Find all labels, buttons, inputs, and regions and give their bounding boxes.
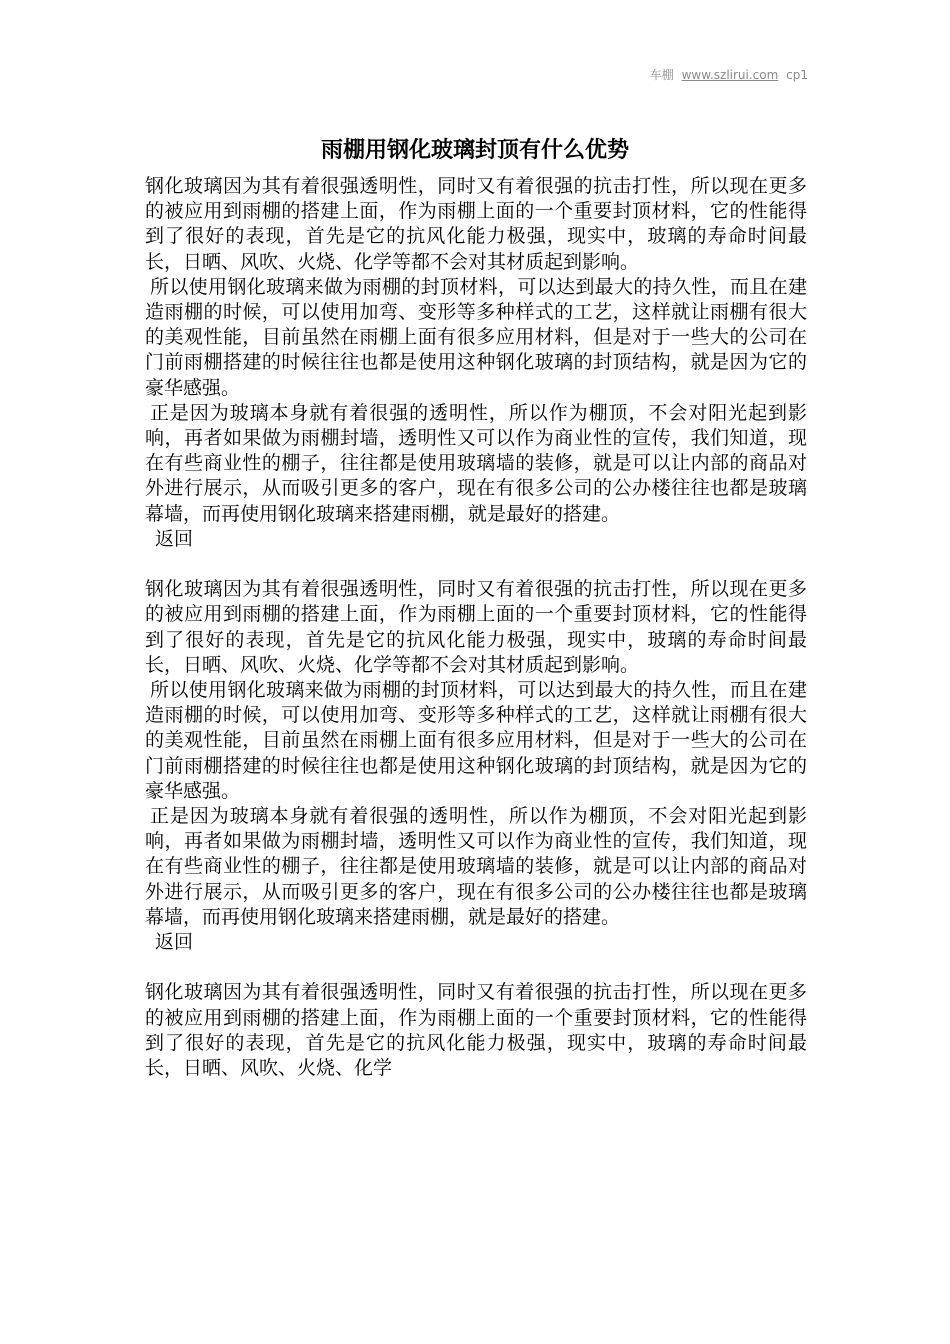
- article-section: [145, 577, 807, 980]
- back-link[interactable]: 返回: [155, 527, 194, 550]
- paragraph: 正是因为玻璃本身就有着很强的透明性，所以作为棚顶，不会对阳光起到影响，再者如果做为雨棚封墙，透明性又可以作为商业性的宣传，我们知道，现在有些商业性的棚子，往往都是使用玻璃墙的装修，就是可以让内部的商品对外进行展示，从而吸引更多的客户，现在有很多公司的公办楼往往也都是玻璃幕墙，而再使用钢化玻璃来搭建雨棚，就是最好的搭建。: [145, 401, 807, 525]
- header-site-link[interactable]: www.szlirui.com: [681, 68, 779, 82]
- page-title: 雨棚用钢化玻璃封顶有什么优势: [320, 138, 629, 163]
- paragraph: 所以使用钢化玻璃来做为雨棚的封顶材料，可以达到最大的持久性，而且在建造雨棚的时候，可以使用加弯、变形等多种样式的工艺，这样就让雨棚有很大的美观性能，目前虽然在雨棚上面有很多应用材料，但是对于一些大的公司在门前雨棚搭建的时候往往也都是使用这种钢化玻璃的封顶结构，就是因为它的豪华感强。: [145, 679, 807, 802]
- paragraph: 正是因为玻璃本身就有着很强的透明性，所以作为棚顶，不会对阳光起到影响，再者如果做为雨棚封墙，透明性又可以作为商业性的宣传，我们知道，现在有些商业性的棚子，往往都是使用玻璃墙的装修，就是可以让内部的商品对外进行展示，从而吸引更多的客户，现在有很多公司的公办楼往往也都是玻璃幕墙，而再使用钢化玻璃来搭建雨棚，就是最好的搭建。: [145, 805, 807, 928]
- paragraph: 所以使用钢化玻璃来做为雨棚的封顶材料，可以达到最大的持久性，而且在建造雨棚的时候，可以使用加弯、变形等多种样式的工艺，这样就让雨棚有很大的美观性能，目前虽然在雨棚上面有很多应用材料，但是对于一些大的公司在门前雨棚搭建的时候往往也都是使用这种钢化玻璃的封顶结构，就是因为它的豪华感强。: [145, 275, 807, 399]
- paragraph: 钢化玻璃因为其有着很强透明性，同时又有着很强的抗击打性，所以现在更多的被应用到雨棚的搭建上面，作为雨棚上面的一个重要封顶材料，它的性能得到了很好的表现，首先是它的抗风化能力极强，现实中，玻璃的寿命时间最长，日晒、风吹、火烧、化学等都不会对其材质起到影响。: [145, 175, 807, 273]
- page-header: [646, 66, 808, 83]
- section-gap: [145, 552, 807, 577]
- article-body: [145, 174, 807, 1081]
- paragraph: 钢化玻璃因为其有着很强透明性，同时又有着很强的抗击打性，所以现在更多的被应用到雨棚的搭建上面，作为雨棚上面的一个重要封顶材料，它的性能得到了很好的表现，首先是它的抗风化能力极强，现实中，玻璃的寿命时间最长，日晒、风吹、火烧、化学: [145, 981, 807, 1080]
- header-brand: 车棚: [649, 68, 674, 82]
- header-code: cp1: [786, 68, 808, 82]
- article-section: [145, 174, 807, 577]
- paragraph: 钢化玻璃因为其有着很强透明性，同时又有着很强的抗击打性，所以现在更多的被应用到雨棚的搭建上面，作为雨棚上面的一个重要封顶材料，它的性能得到了很好的表现，首先是它的抗风化能力极强，现实中，玻璃的寿命时间最长，日晒、风吹、火烧、化学等都不会对其材质起到影响。: [145, 578, 807, 676]
- section-gap: [145, 955, 807, 980]
- back-link[interactable]: 返回: [155, 931, 194, 954]
